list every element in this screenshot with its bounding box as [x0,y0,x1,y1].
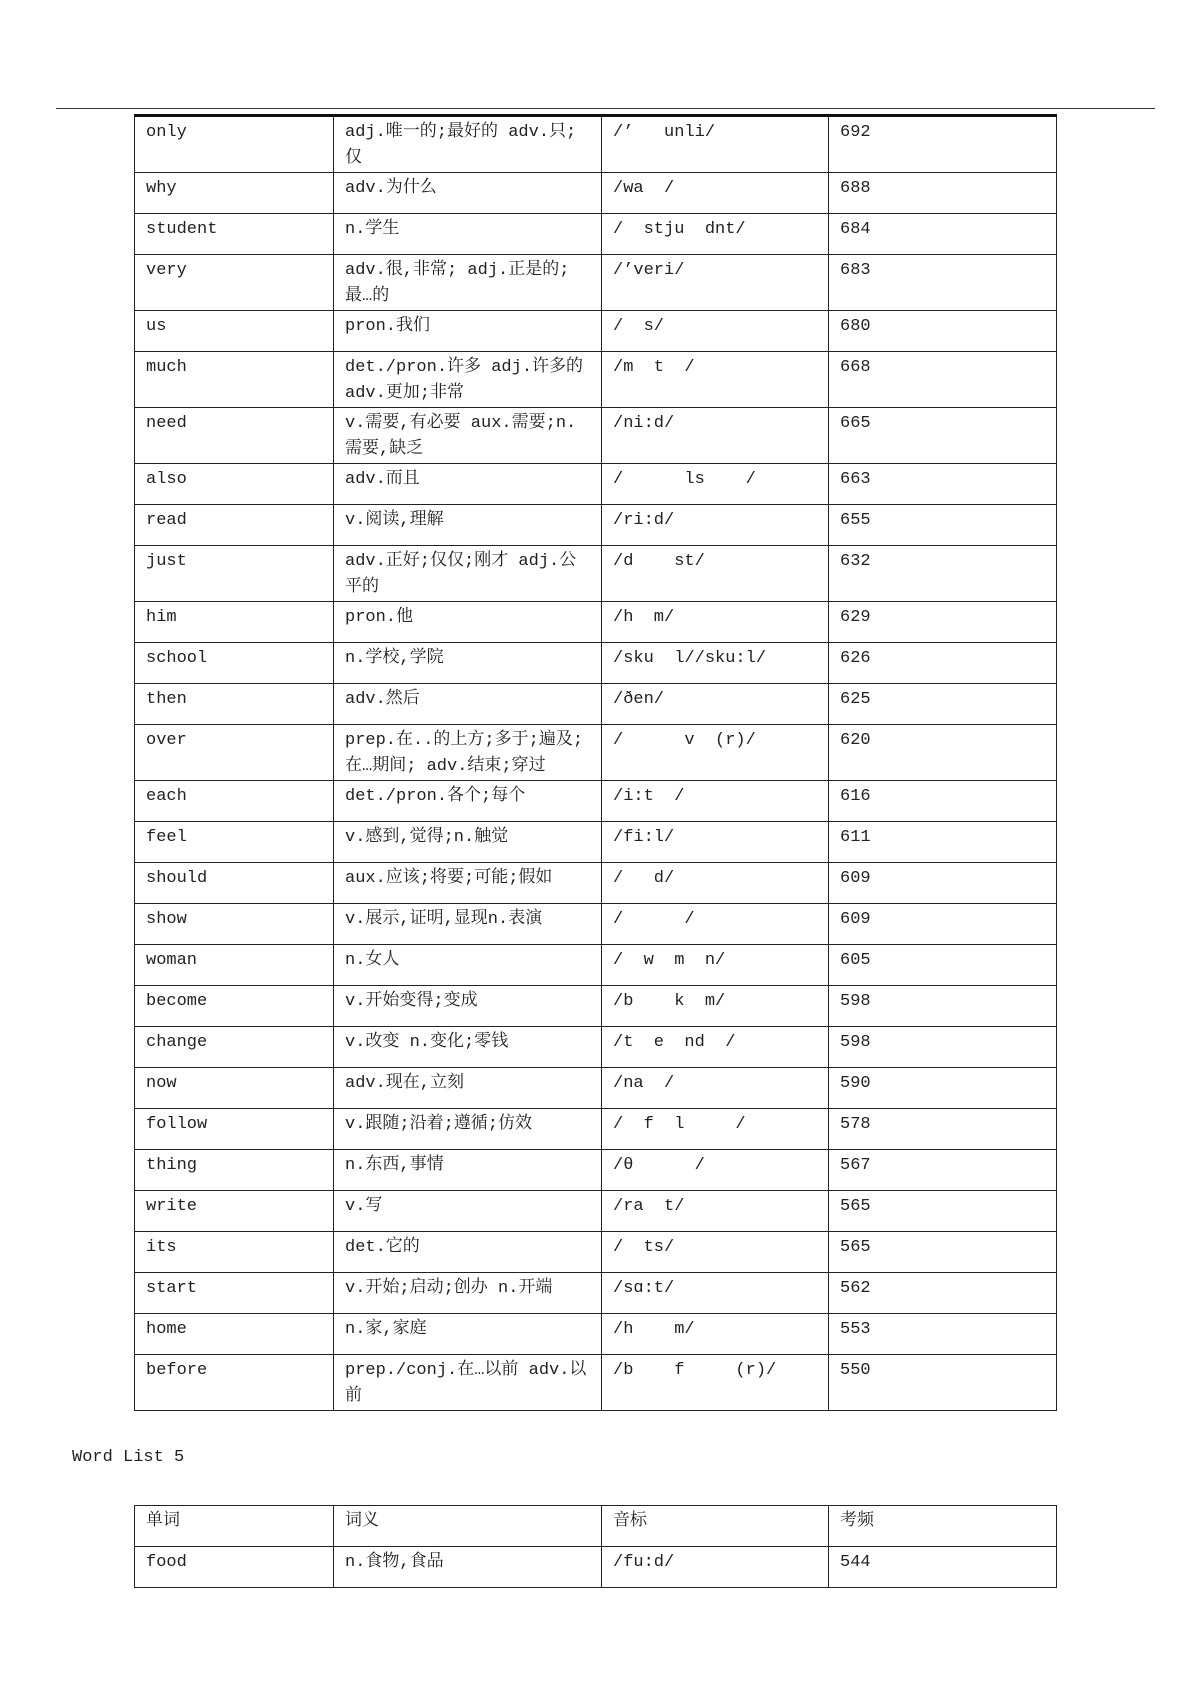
meaning-cell: v.改变 n.变化;零钱 [334,1027,602,1068]
header-frequency: 考频 [829,1506,1057,1547]
table-row [135,986,1057,1027]
meaning-cell: prep./conj.在…以前 adv.以 前 [334,1355,602,1411]
header-word: 单词 [135,1506,334,1547]
table-row [135,352,1057,408]
word-cell: why [135,173,334,214]
table-row [135,822,1057,863]
frequency-cell: 683 [829,255,1057,311]
table-row [135,1314,1057,1355]
phonetic-cell: /b k m/ [602,986,829,1027]
phonetic-cell: /t e nd / [602,1027,829,1068]
meaning-cell: adv.而且 [334,464,602,505]
word-cell: then [135,684,334,725]
word-cell: school [135,643,334,684]
meaning-cell: n.食物,食品 [334,1547,602,1588]
header-rule [56,108,1155,109]
word-list-table-body [135,116,1057,1411]
phonetic-cell: / ls / [602,464,829,505]
table-row [135,311,1057,352]
meaning-cell: v.开始变得;变成 [334,986,602,1027]
meaning-cell: det./pron.各个;每个 [334,781,602,822]
frequency-cell: 578 [829,1109,1057,1150]
table-row [135,602,1057,643]
word-cell: just [135,546,334,602]
phonetic-cell: /b f (r)/ [602,1355,829,1411]
table-row [135,464,1057,505]
meaning-cell: v.阅读,理解 [334,505,602,546]
phonetic-cell: /sɑ:t/ [602,1273,829,1314]
meaning-cell: prep.在..的上方;多于;遍及; 在…期间; adv.结束;穿过 [334,725,602,781]
frequency-cell: 567 [829,1150,1057,1191]
frequency-cell: 565 [829,1232,1057,1273]
meaning-cell: n.家,家庭 [334,1314,602,1355]
word-cell: him [135,602,334,643]
phonetic-cell: /sku l//sku:l/ [602,643,829,684]
frequency-cell: 620 [829,725,1057,781]
word-cell: thing [135,1150,334,1191]
word-cell: feel [135,822,334,863]
frequency-cell: 553 [829,1314,1057,1355]
meaning-cell: adv.正好;仅仅;刚才 adj.公 平的 [334,546,602,602]
meaning-cell: adv.为什么 [334,173,602,214]
meaning-cell: n.女人 [334,945,602,986]
phonetic-cell: /i:t / [602,781,829,822]
meaning-cell: pron.我们 [334,311,602,352]
word-list-5-table-body [135,1506,1057,1588]
word-cell: show [135,904,334,945]
frequency-cell: 562 [829,1273,1057,1314]
header-phonetic: 音标 [602,1506,829,1547]
phonetic-cell: /θ / [602,1150,829,1191]
word-cell: change [135,1027,334,1068]
frequency-cell: 684 [829,214,1057,255]
word-list-5-table [134,1505,1057,1588]
table-row [135,904,1057,945]
phonetic-cell: /m t / [602,352,829,408]
word-cell: woman [135,945,334,986]
table-row [135,408,1057,464]
meaning-cell: det.它的 [334,1232,602,1273]
table-row [135,684,1057,725]
word-cell: us [135,311,334,352]
meaning-cell: v.展示,证明,显现n.表演 [334,904,602,945]
frequency-cell: 611 [829,822,1057,863]
table-row [135,643,1057,684]
word-cell: start [135,1273,334,1314]
header-meaning: 词义 [334,1506,602,1547]
phonetic-cell: /’veri/ [602,255,829,311]
frequency-cell: 688 [829,173,1057,214]
meaning-cell: pron.他 [334,602,602,643]
table-row [135,1150,1057,1191]
word-cell: write [135,1191,334,1232]
frequency-cell: 544 [829,1547,1057,1588]
table-row [135,1547,1057,1588]
meaning-cell: n.学生 [334,214,602,255]
word-cell: home [135,1314,334,1355]
frequency-cell: 626 [829,643,1057,684]
frequency-cell: 680 [829,311,1057,352]
frequency-cell: 655 [829,505,1057,546]
word-cell: its [135,1232,334,1273]
frequency-cell: 625 [829,684,1057,725]
table-row [135,255,1057,311]
frequency-cell: 609 [829,904,1057,945]
word-cell: only [135,116,334,173]
meaning-cell: v.开始;启动;创办 n.开端 [334,1273,602,1314]
word-cell: over [135,725,334,781]
phonetic-cell: / ts/ [602,1232,829,1273]
word-cell: before [135,1355,334,1411]
frequency-cell: 632 [829,546,1057,602]
word-cell: each [135,781,334,822]
table-row [135,116,1057,173]
frequency-cell: 616 [829,781,1057,822]
frequency-cell: 550 [829,1355,1057,1411]
phonetic-cell: /ðen/ [602,684,829,725]
phonetic-cell: / / [602,904,829,945]
phonetic-cell: /fi:l/ [602,822,829,863]
word-cell: student [135,214,334,255]
frequency-cell: 663 [829,464,1057,505]
frequency-cell: 598 [829,1027,1057,1068]
phonetic-cell: / stju dnt/ [602,214,829,255]
frequency-cell: 629 [829,602,1057,643]
phonetic-cell: /ni:d/ [602,408,829,464]
table-row [135,214,1057,255]
word-cell: become [135,986,334,1027]
word-cell: much [135,352,334,408]
table-row [135,173,1057,214]
table-row [135,781,1057,822]
phonetic-cell: /d st/ [602,546,829,602]
phonetic-cell: /h m/ [602,602,829,643]
word-cell: very [135,255,334,311]
table-row [135,1068,1057,1109]
word-cell: food [135,1547,334,1588]
word-cell: now [135,1068,334,1109]
phonetic-cell: / d/ [602,863,829,904]
phonetic-cell: / s/ [602,311,829,352]
frequency-cell: 565 [829,1191,1057,1232]
meaning-cell: v.跟随;沿着;遵循;仿效 [334,1109,602,1150]
table-header-row [135,1506,1057,1547]
phonetic-cell: / w m n/ [602,945,829,986]
meaning-cell: n.东西,事情 [334,1150,602,1191]
table-row [135,1273,1057,1314]
word-cell: need [135,408,334,464]
frequency-cell: 598 [829,986,1057,1027]
section-title: Word List 5 [72,1448,185,1467]
phonetic-cell: /ra t/ [602,1191,829,1232]
meaning-cell: v.写 [334,1191,602,1232]
meaning-cell: adj.唯一的;最好的 adv.只; 仅 [334,116,602,173]
frequency-cell: 590 [829,1068,1057,1109]
word-list-table [134,114,1057,1411]
frequency-cell: 609 [829,863,1057,904]
phonetic-cell: /ri:d/ [602,505,829,546]
meaning-cell: adv.现在,立刻 [334,1068,602,1109]
table-row [135,1027,1057,1068]
frequency-cell: 692 [829,116,1057,173]
phonetic-cell: / f l / [602,1109,829,1150]
meaning-cell: aux.应该;将要;可能;假如 [334,863,602,904]
phonetic-cell: /h m/ [602,1314,829,1355]
table-row [135,945,1057,986]
table-row [135,1191,1057,1232]
table-row [135,1109,1057,1150]
phonetic-cell: /wa / [602,173,829,214]
table-row [135,1355,1057,1411]
frequency-cell: 668 [829,352,1057,408]
meaning-cell: det./pron.许多 adj.许多的 adv.更加;非常 [334,352,602,408]
meaning-cell: adv.很,非常; adj.正是的; 最…的 [334,255,602,311]
frequency-cell: 605 [829,945,1057,986]
word-cell: also [135,464,334,505]
table-row [135,863,1057,904]
frequency-cell: 665 [829,408,1057,464]
phonetic-cell: /na / [602,1068,829,1109]
meaning-cell: v.需要,有必要 aux.需要;n. 需要,缺乏 [334,408,602,464]
word-cell: follow [135,1109,334,1150]
meaning-cell: adv.然后 [334,684,602,725]
phonetic-cell: /fu:d/ [602,1547,829,1588]
table-row [135,725,1057,781]
word-cell: should [135,863,334,904]
meaning-cell: n.学校,学院 [334,643,602,684]
meaning-cell: v.感到,觉得;n.触觉 [334,822,602,863]
table-row [135,1232,1057,1273]
word-cell: read [135,505,334,546]
phonetic-cell: / v (r)/ [602,725,829,781]
phonetic-cell: /’ unli/ [602,116,829,173]
table-row [135,546,1057,602]
table-row [135,505,1057,546]
